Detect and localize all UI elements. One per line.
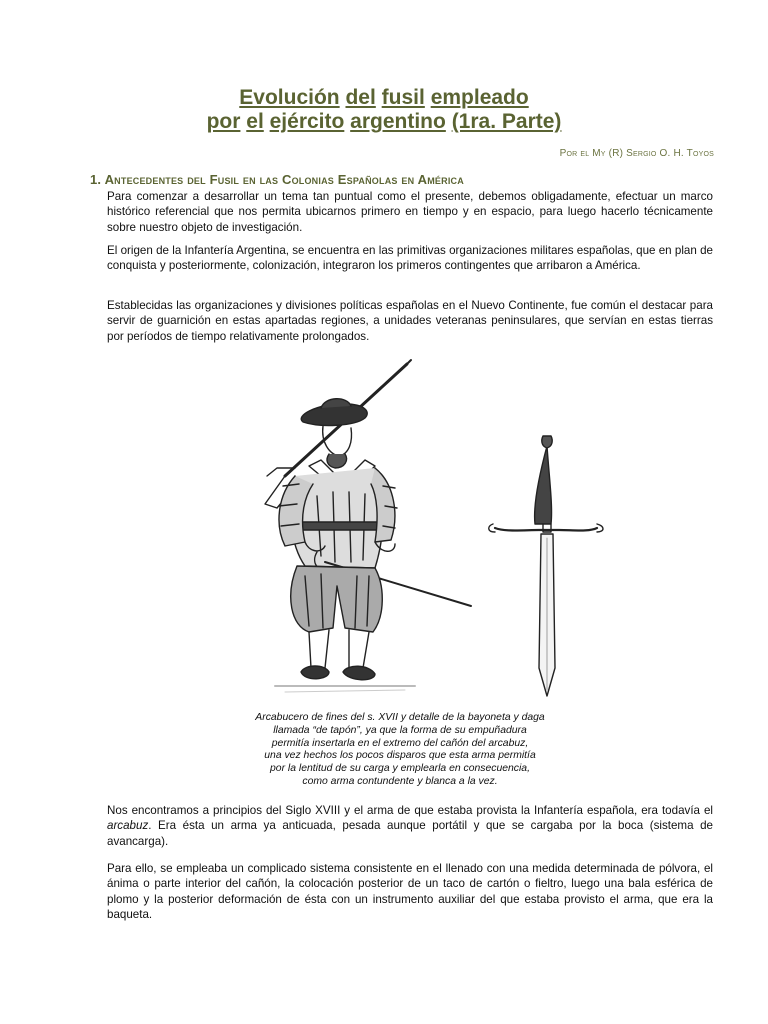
title-word: el <box>246 110 264 133</box>
title-word: Evolución <box>239 86 340 109</box>
caption-line: como arma contundente y blanca a la vez. <box>302 775 498 787</box>
caption-line: Arcabucero de fines del s. XVII y detalle de la bayoneta y daga <box>255 712 545 723</box>
title-word: argentino <box>350 110 446 133</box>
title-word: por <box>206 110 241 133</box>
title-word: empleado <box>430 86 529 109</box>
paragraph-intro: Para comenzar a desarrollar un tema tan puntual como el presente, debemos obligadamente, efectuar un marco histórico referencial que nos permita ubicarnos primero en tiempo y en espacio, para luego hacerlo técnicamente sobre nuestro objeto de investigación. <box>107 190 713 234</box>
arquebusier-illustration <box>225 356 615 710</box>
section-title: Antecedentes del Fusil en las Colonias Españolas en América <box>104 172 464 187</box>
title-line-1 <box>0 86 768 110</box>
title-word: (1ra. Parte) <box>451 110 562 133</box>
section-heading <box>90 172 464 187</box>
title-word: fusil <box>381 86 425 109</box>
caption-line: por la lentitud de su carga y emplearla en consecuencia, <box>270 763 530 775</box>
arcabuz-term: arcabuz <box>107 819 149 833</box>
section-number: 1. <box>90 172 102 187</box>
p4-text-start: Nos encontramos a principios del Siglo XVIII y el arma de que estaba provista la Infantería española, era todavía el <box>107 804 713 817</box>
paragraph-organizations: Establecidas las organizaciones y divisiones políticas españolas en el Nuevo Continente, fue común el destacar para servir de guarnición en estas apartadas regiones, a unidades veteranas peninsulares, que servían en estas tierras por períodos de tiempo relativamente prolongados. <box>107 299 713 343</box>
title-word: del <box>345 86 376 109</box>
author-byline: Por el My (R) Sergio O. H. Toyos <box>559 148 714 159</box>
figure-caption <box>200 712 600 789</box>
caption-line: permitía insertarla en el extremo del cañón del arcabuz, <box>271 737 529 749</box>
p4-text-end: . Era ésta un arma ya anticuada, pesada aunque portátil y que se cargaba por la boca (sistema de avancarga). <box>107 819 713 848</box>
arquebusier-drawing <box>225 356 615 710</box>
paragraph-arquebus <box>107 803 713 849</box>
caption-line: una vez hechos los pocos disparos que esta arma permitía <box>264 750 536 762</box>
paragraph-origin: El origen de la Infantería Argentina, se encuentra en las primitivas organizaciones militares españolas, que en plan de conquista y posteriormente, colonización, integraron los primeros contingentes que arribaron a América. <box>107 244 713 273</box>
caption-line: llamada “de tapón”, ya que la forma de su empuñadura <box>273 724 527 736</box>
paragraph-loading-system: Para ello, se empleaba un complicado sistema consistente en el llenado con una medida determinada de pólvora, el ánima o parte interior del cañón, la colocación posterior de un taco de cartón o fieltro, luego una bala esférica de plomo y la posterior deformación de ésta con un instrumento auxiliar del que estaba provisto el arma, que era la baqueta. <box>107 862 713 922</box>
title-word: ejército <box>269 110 345 133</box>
title-line-2 <box>0 110 768 134</box>
article-title <box>0 86 768 134</box>
